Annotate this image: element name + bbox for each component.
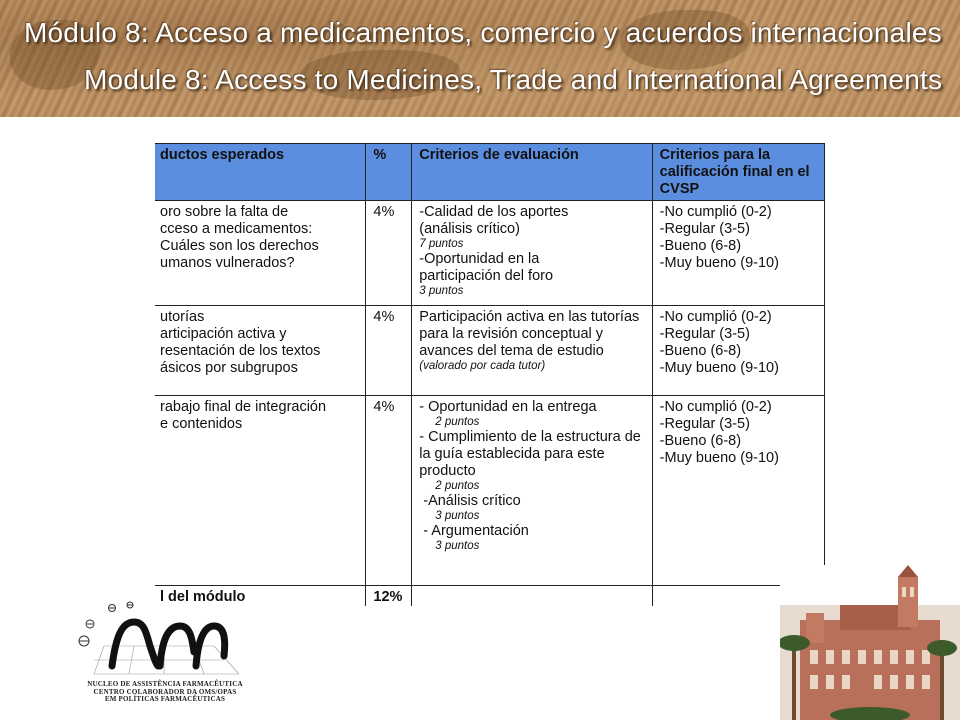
criteria-cell: [412, 201, 652, 306]
criterion-points: 2 puntos: [435, 480, 480, 492]
evaluation-table: [155, 143, 825, 606]
grading-cell: [652, 306, 824, 396]
criterion-text: -Oportunidad en la participación del foro: [419, 251, 554, 284]
naf-logo-caption: [80, 681, 250, 704]
product-line: e contenidos: [160, 416, 243, 432]
total-row: [155, 586, 825, 607]
table-header-row: [155, 144, 825, 201]
grading-line: -Bueno (6-8): [659, 433, 742, 449]
percent-cell: 4%: [366, 396, 412, 586]
criterion-text: Participación activa en las tutorías para la revisión conceptual y avances del tema de estudio: [419, 309, 640, 359]
criterion-points: 3 puntos: [435, 540, 480, 552]
grading-line: -No cumplió (0-2): [659, 309, 772, 325]
grading-line: -Regular (3-5): [659, 416, 750, 432]
grading-line: -Regular (3-5): [659, 326, 750, 342]
product-cell: [155, 396, 366, 586]
product-line: umanos vulnerados?: [160, 255, 295, 271]
grading-line: -Muy bueno (9-10): [659, 450, 779, 466]
criterion-text: - Cumplimiento de la estructura de la guía establecida para este producto: [419, 429, 641, 479]
criteria-cell: [412, 306, 652, 396]
percent-cell: 4%: [366, 306, 412, 396]
product-line: Cuáles son los derechos: [160, 238, 319, 254]
product-line: utorías: [160, 309, 205, 325]
percent-cell: 4%: [366, 201, 412, 306]
criterion-points: (valorado por cada tutor): [419, 360, 546, 372]
product-line: cceso a medicamentos:: [160, 221, 313, 237]
product-cell: [155, 201, 366, 306]
criterion-points: 3 puntos: [419, 285, 464, 297]
table-row: [155, 306, 825, 396]
grading-line: -Muy bueno (9-10): [659, 255, 779, 271]
criterion-points: 7 puntos: [419, 238, 464, 250]
header-products: ductos esperados: [155, 144, 366, 201]
evaluation-table-container: [155, 143, 835, 606]
grading-line: -No cumplió (0-2): [659, 399, 772, 415]
grading-line: -Regular (3-5): [659, 221, 750, 237]
header-percent: %: [366, 144, 412, 201]
table-row: [155, 201, 825, 306]
table-row: [155, 396, 825, 586]
grading-line: -Muy bueno (9-10): [659, 360, 779, 376]
product-cell: [155, 306, 366, 396]
criterion-text: - Oportunidad en la entrega: [419, 399, 597, 415]
grading-line: -Bueno (6-8): [659, 343, 742, 359]
module-title-english: Module 8: Access to Medicines, Trade and International Agreements: [84, 64, 943, 95]
grading-cell: [652, 396, 824, 586]
criterion-text: -Análisis crítico: [423, 493, 521, 509]
product-line: oro sobre la falta de: [160, 204, 289, 220]
caption-line: NUCLEO DE ASSISTÊNCIA FARMACÊUTICA: [87, 680, 243, 688]
total-label: l del módulo: [155, 586, 366, 607]
caption-line: CENTRO COLABORADOR DA OMS/OPAS: [93, 687, 237, 696]
product-line: rabajo final de integración: [160, 399, 327, 415]
grading-cell: [652, 201, 824, 306]
empty-cell: [412, 586, 652, 607]
module-title-spanish: Módulo 8: Acceso a medicamentos, comercio y acuerdos internacionales: [24, 17, 942, 48]
header-final-grading: Criterios para la calificación final en el CVSP: [652, 144, 824, 201]
header-criteria: Criterios de evaluación: [412, 144, 652, 201]
building-image: [780, 565, 960, 720]
criterion-points: 2 puntos: [435, 416, 480, 428]
criterion-points: 3 puntos: [435, 510, 480, 522]
product-line: ásicos por subgrupos: [160, 360, 298, 376]
grading-line: -Bueno (6-8): [659, 238, 742, 254]
criterion-text: -Calidad de los aportes (análisis crítico): [419, 204, 569, 237]
header-banner: [0, 0, 960, 117]
caption-line: EM POLÍTICAS FARMACÊUTICAS: [104, 695, 226, 703]
product-line: articipación activa y: [160, 326, 287, 342]
product-line: resentación de los textos: [160, 343, 321, 359]
total-percent: 12%: [366, 586, 412, 607]
criteria-cell: [412, 396, 652, 586]
criterion-text: - Argumentación: [423, 523, 529, 539]
grading-line: -No cumplió (0-2): [659, 204, 772, 220]
